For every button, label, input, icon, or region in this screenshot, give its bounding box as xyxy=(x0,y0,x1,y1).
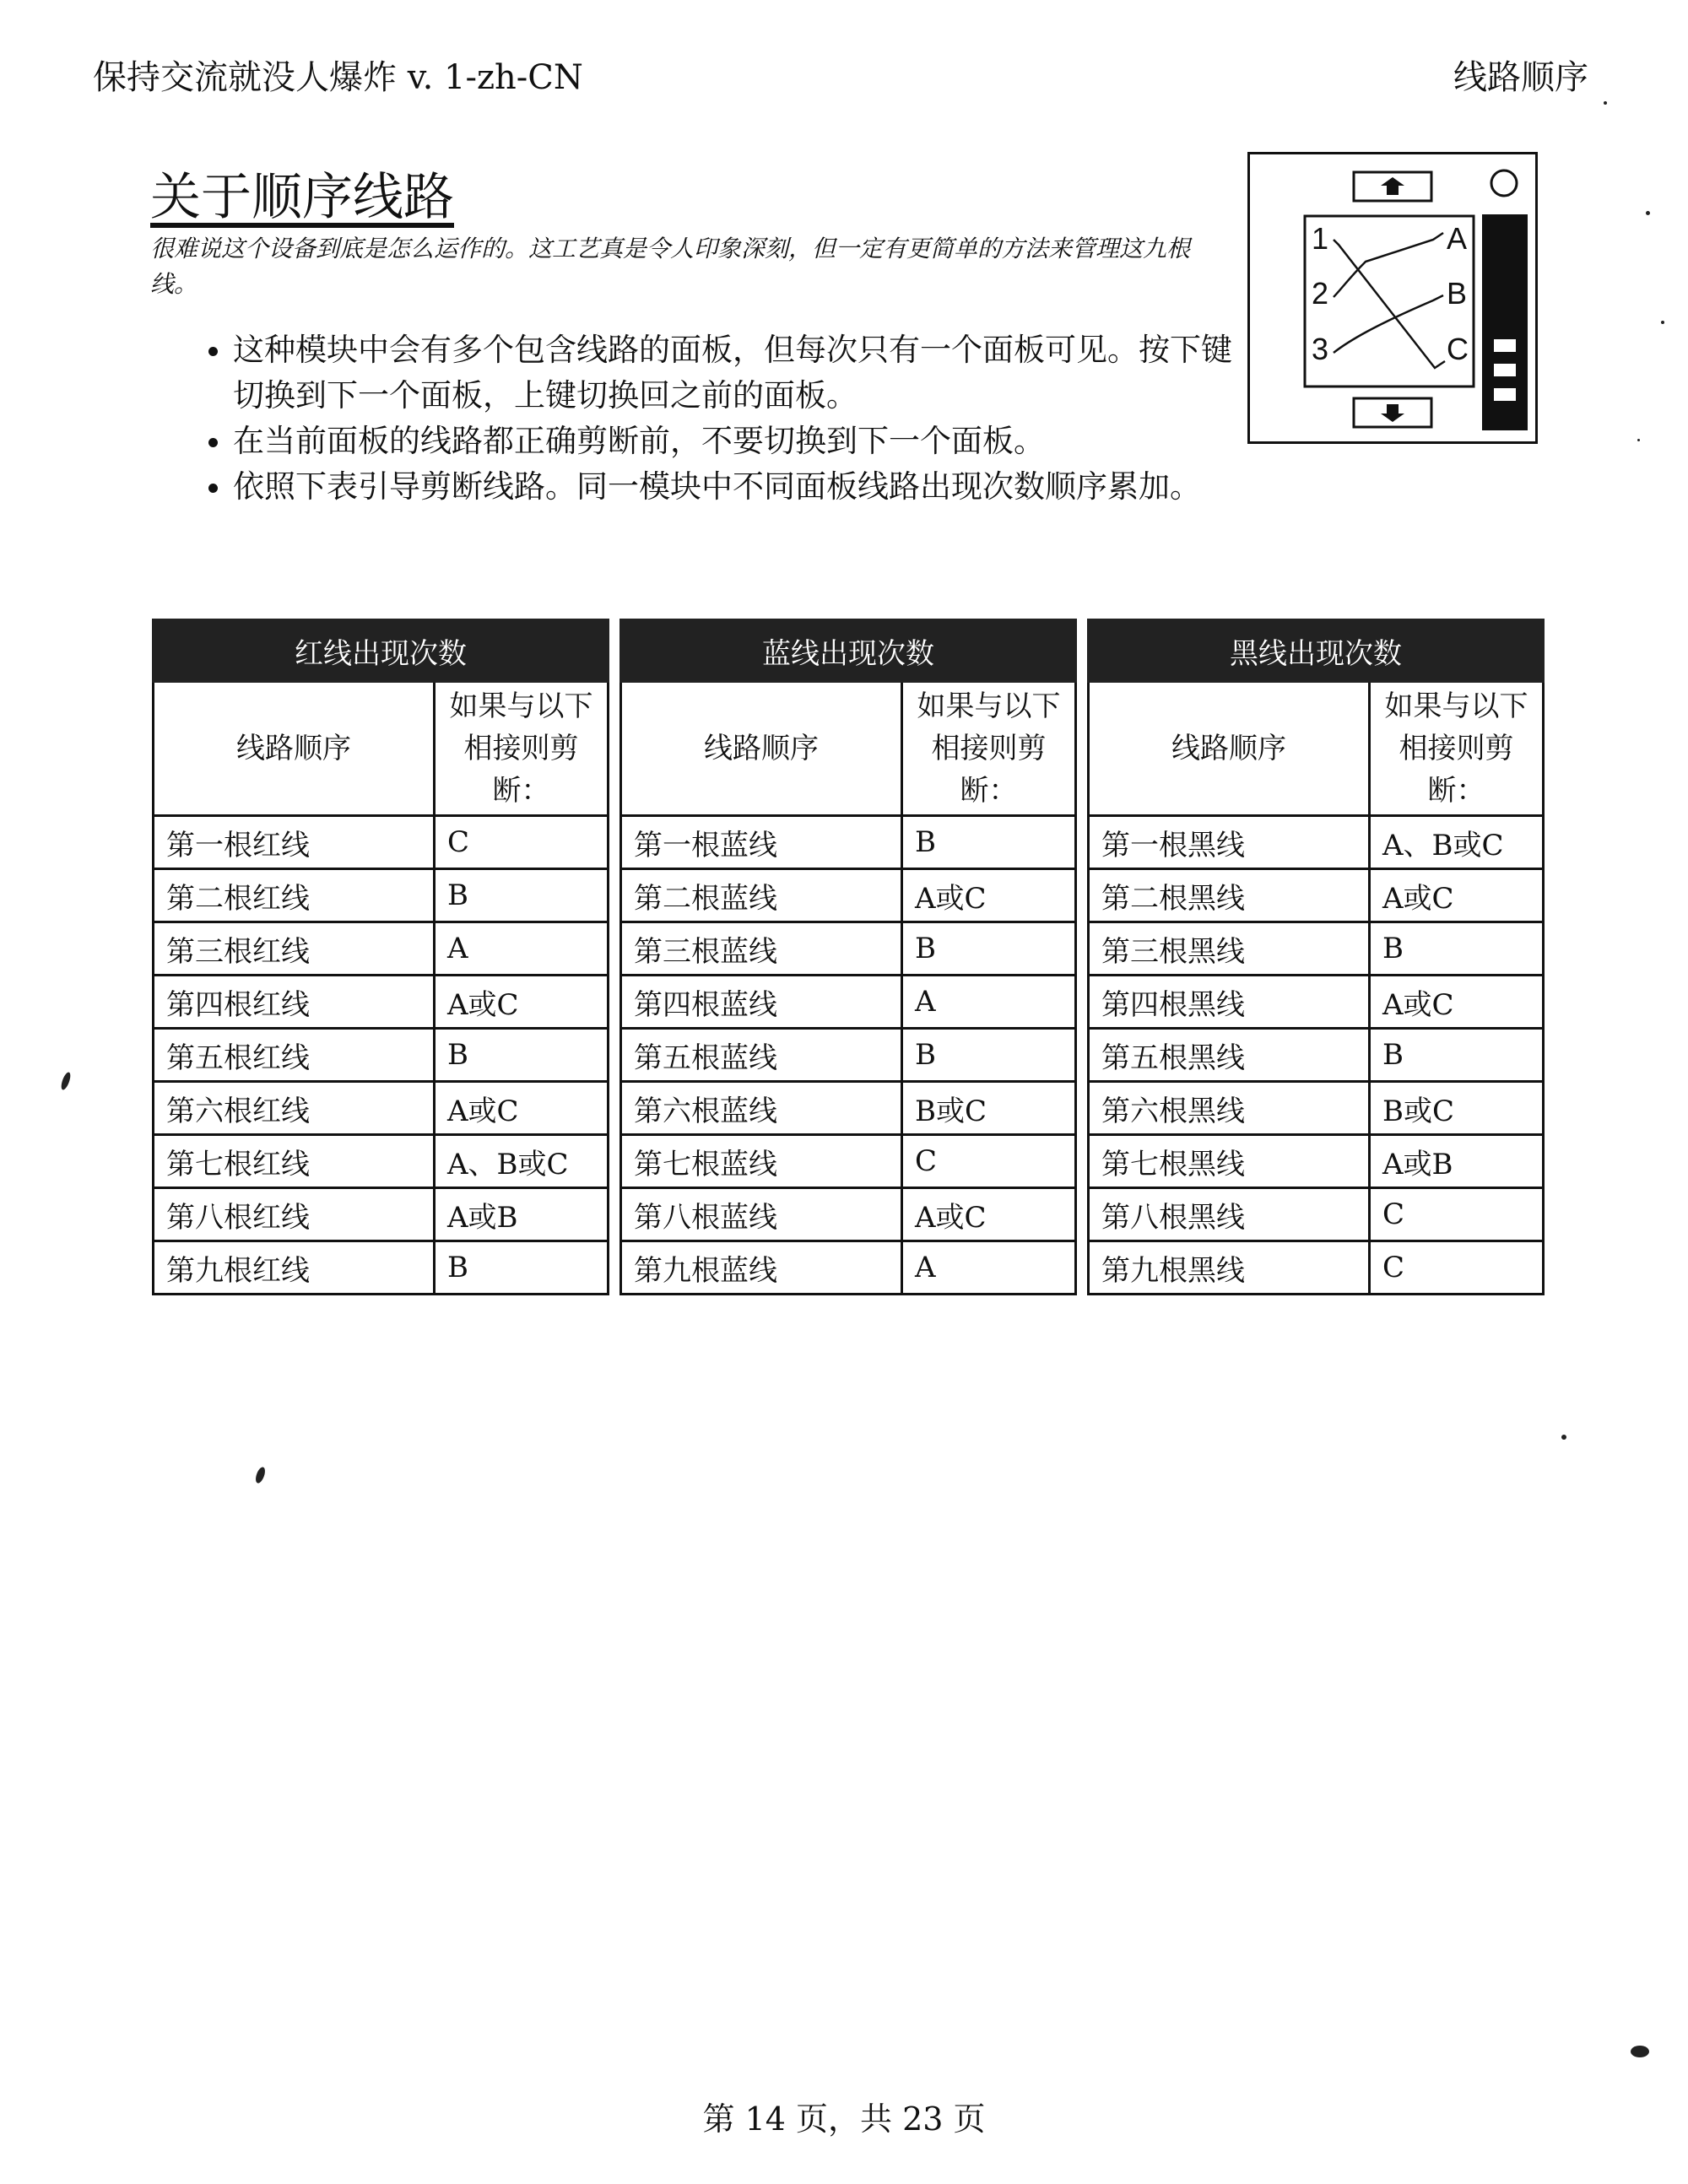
table-row xyxy=(1089,976,1544,1029)
wire-order-cell: 第七根蓝线 xyxy=(621,1135,902,1188)
table-row xyxy=(154,922,609,976)
instruction-item: • 依照下表引导剪断线路。同一模块中不同面板线路出现次数顺序累加。 xyxy=(233,464,1254,510)
cut-condition-cell: A xyxy=(902,976,1076,1029)
stage-light xyxy=(1494,339,1516,352)
cut-condition-cell: A xyxy=(435,922,609,976)
instruction-item: • 在当前面板的线路都正确剪断前，不要切换到下一个面板。 xyxy=(233,419,1254,464)
table-row xyxy=(1089,869,1544,922)
column-header-cut: 如果与以下相接则剪断： xyxy=(1370,682,1544,816)
column-header-order: 线路顺序 xyxy=(1089,682,1370,816)
wire-order-cell: 第五根红线 xyxy=(154,1029,435,1082)
paper-speck xyxy=(1604,101,1607,105)
wire-table-black xyxy=(1087,619,1545,1295)
wire-label-right: A xyxy=(1447,221,1468,256)
cut-condition-cell: A xyxy=(902,1241,1076,1295)
cut-condition-cell: B或C xyxy=(1370,1082,1544,1135)
wire-order-cell: 第八根红线 xyxy=(154,1188,435,1241)
table-row xyxy=(154,816,609,869)
cut-condition-cell: B或C xyxy=(902,1082,1076,1135)
status-light-icon xyxy=(1491,170,1517,196)
wire-label-right: C xyxy=(1447,332,1469,366)
table-row xyxy=(621,1082,1076,1135)
table-row xyxy=(154,1135,609,1188)
cut-condition-cell: C xyxy=(435,816,609,869)
wire-order-cell: 第八根蓝线 xyxy=(621,1188,902,1241)
table-row xyxy=(621,1241,1076,1295)
cut-condition-cell: A或B xyxy=(435,1188,609,1241)
cut-condition-cell: B xyxy=(435,869,609,922)
wire-order-cell: 第一根黑线 xyxy=(1089,816,1370,869)
cut-condition-cell: B xyxy=(435,1241,609,1295)
instruction-list xyxy=(186,327,1254,510)
wire-label-left: 2 xyxy=(1312,276,1329,311)
wire-order-cell: 第九根红线 xyxy=(154,1241,435,1295)
wire-order-cell: 第四根红线 xyxy=(154,976,435,1029)
wire-sequence-module-diagram xyxy=(1247,152,1538,444)
table-row xyxy=(154,1241,609,1295)
wire-order-cell: 第七根黑线 xyxy=(1089,1135,1370,1188)
up-button xyxy=(1354,172,1431,201)
header-section-title: 线路顺序 xyxy=(1453,58,1588,97)
wire-order-cell: 第六根红线 xyxy=(154,1082,435,1135)
table-row xyxy=(621,869,1076,922)
paper-speck xyxy=(1646,211,1650,215)
paper-speck xyxy=(1631,2046,1649,2057)
wire-order-cell: 第四根蓝线 xyxy=(621,976,902,1029)
table-row xyxy=(154,976,609,1029)
wire-order-cell: 第三根红线 xyxy=(154,922,435,976)
cut-condition-cell: A或C xyxy=(1370,976,1544,1029)
cut-condition-cell: A或C xyxy=(435,976,609,1029)
wire-order-cell: 第六根黑线 xyxy=(1089,1082,1370,1135)
wire-order-cell: 第三根黑线 xyxy=(1089,922,1370,976)
table-row xyxy=(1089,1029,1544,1082)
cut-condition-cell: B xyxy=(1370,922,1544,976)
table-row xyxy=(621,1135,1076,1188)
table-header: 红线出现次数 xyxy=(154,620,609,682)
paper-speck xyxy=(59,1071,72,1090)
stage-light xyxy=(1494,388,1516,401)
page-title: 关于顺序线路 xyxy=(150,168,454,227)
table-row xyxy=(1089,1241,1544,1295)
table-row xyxy=(154,869,609,922)
cut-condition-cell: A或C xyxy=(902,1188,1076,1241)
cut-condition-cell: B xyxy=(902,1029,1076,1082)
wire-tables xyxy=(152,619,1545,1295)
cut-condition-cell: B xyxy=(435,1029,609,1082)
wire-label-left: 1 xyxy=(1312,221,1329,256)
wire-order-cell: 第六根蓝线 xyxy=(621,1082,902,1135)
wire-order-cell: 第九根黑线 xyxy=(1089,1241,1370,1295)
cut-condition-cell: A、B或C xyxy=(435,1135,609,1188)
down-button xyxy=(1354,398,1431,427)
table-row xyxy=(1089,816,1544,869)
wire-order-cell: 第九根蓝线 xyxy=(621,1241,902,1295)
cut-condition-cell: B xyxy=(1370,1029,1544,1082)
wire-order-cell: 第八根黑线 xyxy=(1089,1188,1370,1241)
table-header: 黑线出现次数 xyxy=(1089,620,1544,682)
wire-label-right: B xyxy=(1447,276,1468,311)
table-row xyxy=(621,1188,1076,1241)
wire-order-cell: 第五根蓝线 xyxy=(621,1029,902,1082)
flavor-text: 很难说这个设备到底是怎么运作的。这工艺真是令人印象深刻，但一定有更简单的方法来管理这九根线。 xyxy=(150,235,1191,298)
table-row xyxy=(1089,1188,1544,1241)
wire-order-cell: 第五根黑线 xyxy=(1089,1029,1370,1082)
page-number: 第 14 页，共 23 页 xyxy=(702,2100,986,2138)
cut-condition-cell: A或C xyxy=(1370,869,1544,922)
table-row xyxy=(621,922,1076,976)
table-row xyxy=(621,816,1076,869)
stage-light xyxy=(1494,364,1516,376)
wire-table-red xyxy=(152,619,609,1295)
wire-order-cell: 第二根蓝线 xyxy=(621,869,902,922)
wire-order-cell: 第七根红线 xyxy=(154,1135,435,1188)
column-header-order: 线路顺序 xyxy=(621,682,902,816)
table-row xyxy=(154,1082,609,1135)
paper-speck xyxy=(1561,1435,1566,1440)
wire-table-blue xyxy=(619,619,1077,1295)
paper-speck xyxy=(254,1466,267,1484)
column-header-order: 线路顺序 xyxy=(154,682,435,816)
cut-condition-cell: A或C xyxy=(902,869,1076,922)
table-row xyxy=(154,1029,609,1082)
cut-condition-cell: C xyxy=(1370,1241,1544,1295)
cut-condition-cell: B xyxy=(902,816,1076,869)
wire-order-cell: 第二根红线 xyxy=(154,869,435,922)
paper-speck xyxy=(1661,321,1664,324)
column-header-cut: 如果与以下相接则剪断： xyxy=(435,682,609,816)
table-row xyxy=(621,976,1076,1029)
cut-condition-cell: A或B xyxy=(1370,1135,1544,1188)
header-document-title: 保持交流就没人爆炸 v. 1-zh-CN xyxy=(93,58,583,97)
cut-condition-cell: A或C xyxy=(435,1082,609,1135)
table-row xyxy=(1089,1135,1544,1188)
wire-order-cell: 第三根蓝线 xyxy=(621,922,902,976)
table-row xyxy=(1089,1082,1544,1135)
table-row xyxy=(154,1188,609,1241)
instruction-item: • 这种模块中会有多个包含线路的面板，但每次只有一个面板可见。按下键切换到下一个面板，上键切换回之前的面板。 xyxy=(233,327,1254,419)
cut-condition-cell: C xyxy=(902,1135,1076,1188)
wire-order-cell: 第一根红线 xyxy=(154,816,435,869)
wire-order-cell: 第四根黑线 xyxy=(1089,976,1370,1029)
cut-condition-cell: A、B或C xyxy=(1370,816,1544,869)
table-row xyxy=(621,1029,1076,1082)
cut-condition-cell: C xyxy=(1370,1188,1544,1241)
table-row xyxy=(1089,922,1544,976)
wire-order-cell: 第二根黑线 xyxy=(1089,869,1370,922)
paper-speck xyxy=(1637,439,1640,441)
table-header: 蓝线出现次数 xyxy=(621,620,1076,682)
column-header-cut: 如果与以下相接则剪断： xyxy=(902,682,1076,816)
cut-condition-cell: B xyxy=(902,922,1076,976)
wire-label-left: 3 xyxy=(1312,332,1329,366)
wire-order-cell: 第一根蓝线 xyxy=(621,816,902,869)
